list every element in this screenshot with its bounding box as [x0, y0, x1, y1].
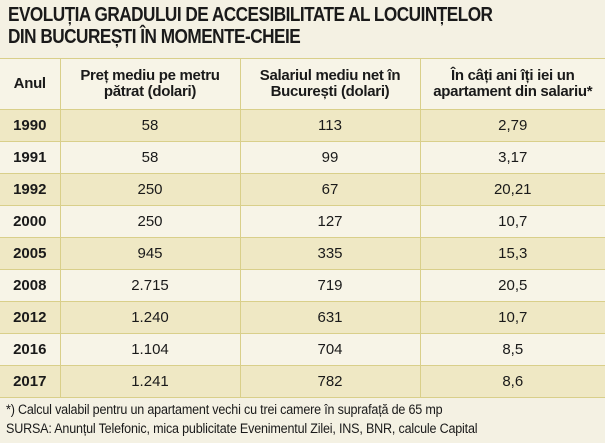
housing-affordability-table: [0, 58, 605, 398]
chart-title: [8, 4, 598, 48]
cell-salary: 335: [240, 238, 420, 270]
cell-year: 1990: [0, 110, 60, 142]
data-table-container: [0, 58, 605, 398]
source-note: SURSA: Anunțul Telefonic, mica publicitate Evenimentul Zilei, INS, BNR, calcule Capital: [6, 421, 478, 436]
cell-years-to-buy: 8,5: [420, 334, 605, 366]
cell-price: 58: [60, 142, 240, 174]
cell-price: 58: [60, 110, 240, 142]
cell-salary: 631: [240, 302, 420, 334]
cell-price: 250: [60, 206, 240, 238]
cell-price: 945: [60, 238, 240, 270]
cell-year: 2005: [0, 238, 60, 270]
cell-year: 2017: [0, 366, 60, 398]
header-salary-line1: Salariul mediu net în: [259, 67, 401, 84]
table-row: [0, 334, 605, 366]
header-price-line2: pătrat (dolari): [103, 83, 197, 100]
cell-year: 2012: [0, 302, 60, 334]
cell-salary: 67: [240, 174, 420, 206]
footnote: *) Calcul valabil pentru un apartament vechi cu trei camere în suprafață de 65 mp: [6, 402, 443, 417]
cell-years-to-buy: 8,6: [420, 366, 605, 398]
cell-year: 2000: [0, 206, 60, 238]
table-row: [0, 302, 605, 334]
cell-year: 2016: [0, 334, 60, 366]
cell-years-to-buy: 20,5: [420, 270, 605, 302]
header-years-to-buy: [420, 59, 605, 110]
header-salary: [240, 59, 420, 110]
header-price-line1: Preț mediu pe metru: [80, 67, 220, 84]
cell-salary: 99: [240, 142, 420, 174]
cell-price: 1.104: [60, 334, 240, 366]
cell-price: 250: [60, 174, 240, 206]
table-header-row: [0, 59, 605, 110]
cell-year: 2008: [0, 270, 60, 302]
cell-price: 2.715: [60, 270, 240, 302]
header-years-line2: apartament din salariu*: [433, 83, 593, 100]
table-body: [0, 110, 605, 398]
notes-block: [6, 400, 601, 438]
table-row: [0, 206, 605, 238]
header-salary-line2: București (dolari): [270, 83, 390, 100]
header-year: [0, 59, 60, 110]
title-line-1: EVOLUȚIA GRADULUI DE ACCESIBILITATE AL LOCUINȚELOR: [8, 4, 493, 26]
cell-salary: 782: [240, 366, 420, 398]
table-row: [0, 142, 605, 174]
title-line-2: DIN BUCUREȘTI ÎN MOMENTE-CHEIE: [8, 26, 301, 48]
cell-years-to-buy: 2,79: [420, 110, 605, 142]
table-row: [0, 110, 605, 142]
cell-salary: 127: [240, 206, 420, 238]
cell-salary: 704: [240, 334, 420, 366]
header-price: [60, 59, 240, 110]
cell-years-to-buy: 10,7: [420, 206, 605, 238]
cell-years-to-buy: 15,3: [420, 238, 605, 270]
table-row: [0, 366, 605, 398]
cell-price: 1.241: [60, 366, 240, 398]
header-year-label: Anul: [13, 75, 46, 92]
table-row: [0, 270, 605, 302]
cell-year: 1992: [0, 174, 60, 206]
cell-salary: 113: [240, 110, 420, 142]
table-row: [0, 238, 605, 270]
header-years-line1: În câți ani îți iei un: [451, 67, 575, 84]
cell-year: 1991: [0, 142, 60, 174]
cell-salary: 719: [240, 270, 420, 302]
cell-years-to-buy: 20,21: [420, 174, 605, 206]
cell-years-to-buy: 3,17: [420, 142, 605, 174]
cell-price: 1.240: [60, 302, 240, 334]
table-row: [0, 174, 605, 206]
cell-years-to-buy: 10,7: [420, 302, 605, 334]
